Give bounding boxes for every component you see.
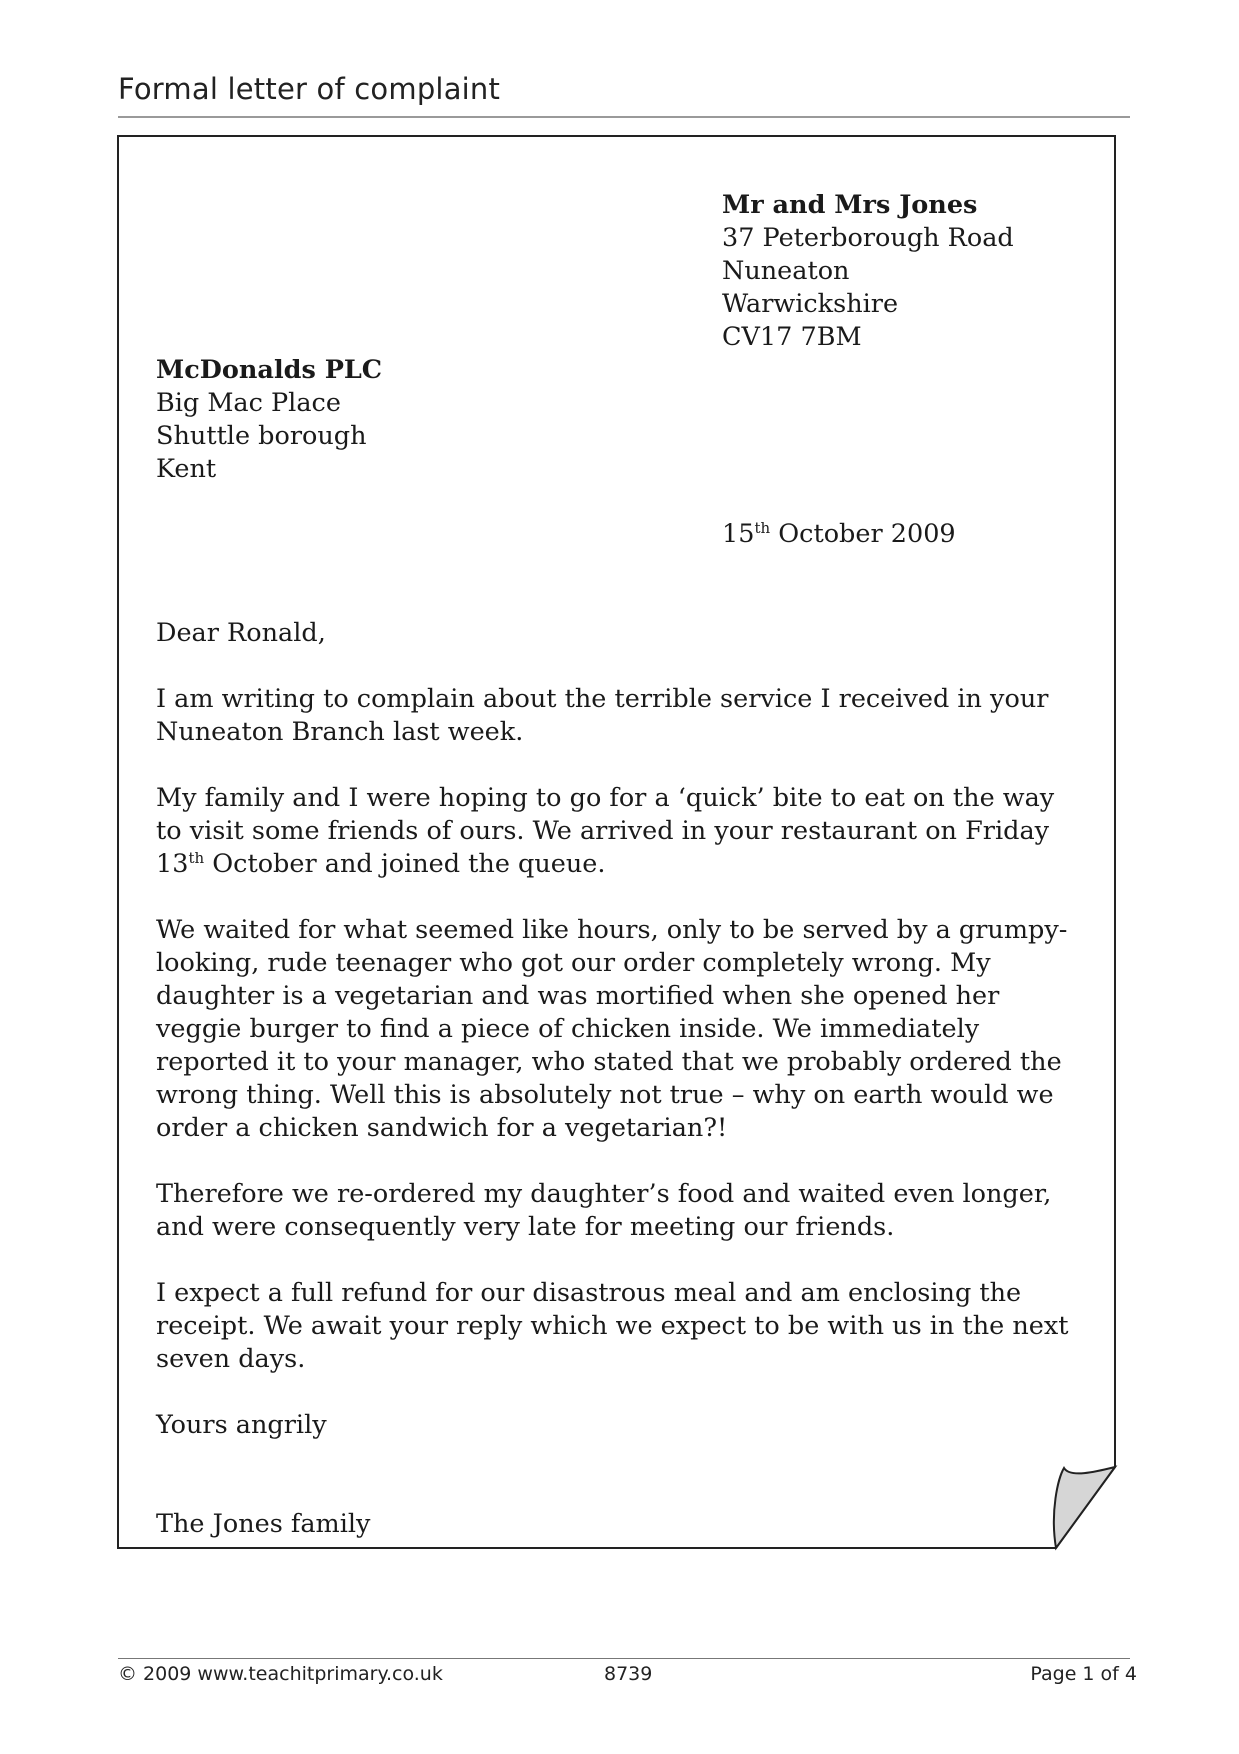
closing: Yours angrily bbox=[156, 1410, 327, 1440]
sender-address-line: 37 Peterborough Road bbox=[722, 223, 1014, 253]
recipient-address-block bbox=[156, 354, 556, 486]
paragraph-1: I am writing to complain about the terrible service I received in your Nuneaton Branch last week. bbox=[156, 684, 1049, 747]
signature: The Jones family bbox=[156, 1509, 371, 1539]
sender-address-line: CV17 7BM bbox=[722, 322, 862, 352]
paragraph-2-text: My family and I were hoping to go for a ‘quick’ bite to eat on the way to visit some friends of ours. We arrived in your restaurant on Friday 13 bbox=[156, 783, 1055, 879]
footer-divider bbox=[118, 1658, 1130, 1659]
sender-address-block bbox=[722, 189, 1102, 354]
paragraph-2-suffix: th bbox=[188, 849, 205, 867]
letter-date bbox=[722, 518, 956, 551]
footer-page-number: Page 1 of 4 bbox=[1030, 1663, 1137, 1685]
footer-resource-code: 8739 bbox=[604, 1663, 653, 1685]
paragraph-4: Therefore we re-ordered my daughter’s food and waited even longer, and were consequently very late for meeting our friends. bbox=[156, 1179, 1052, 1242]
date-day: 15 bbox=[722, 519, 755, 549]
recipient-address-line: Big Mac Place bbox=[156, 388, 341, 418]
recipient-name: McDonalds PLC bbox=[156, 355, 383, 385]
recipient-address-line: Shuttle borough bbox=[156, 421, 367, 451]
sender-address-line: Nuneaton bbox=[722, 256, 850, 286]
sender-address-line: Warwickshire bbox=[722, 289, 899, 319]
page-title: Formal letter of complaint bbox=[118, 72, 501, 106]
date-month-year: October 2009 bbox=[770, 519, 956, 549]
recipient-address-line: Kent bbox=[156, 454, 217, 484]
paragraph-2-text-end: October and joined the queue. bbox=[204, 849, 606, 879]
letter-body bbox=[156, 617, 1076, 1541]
sender-name: Mr and Mrs Jones bbox=[722, 190, 978, 220]
date-suffix: th bbox=[754, 519, 771, 537]
signature-space bbox=[156, 1442, 1076, 1508]
footer-copyright: © 2009 www.teachitprimary.co.uk bbox=[118, 1663, 443, 1685]
paragraph-5: I expect a full refund for our disastrous meal and am enclosing the receipt. We await your reply which we expect to be with us in the next seven days. bbox=[156, 1278, 1069, 1374]
salutation: Dear Ronald, bbox=[156, 618, 326, 648]
paragraph-3: We waited for what seemed like hours, only to be served by a grumpy-looking, rude teenager who got our order completely wrong. My daughter is a vegetarian and was mortified when she opened her veggie burger to find a piece of chicken inside. We immediately reported it to your manager, who stated that we probably ordered the wrong thing. Well this is absolutely not true – why on earth would we order a chicken sandwich for a vegetarian?! bbox=[156, 915, 1068, 1143]
paragraph-2 bbox=[156, 782, 1076, 881]
